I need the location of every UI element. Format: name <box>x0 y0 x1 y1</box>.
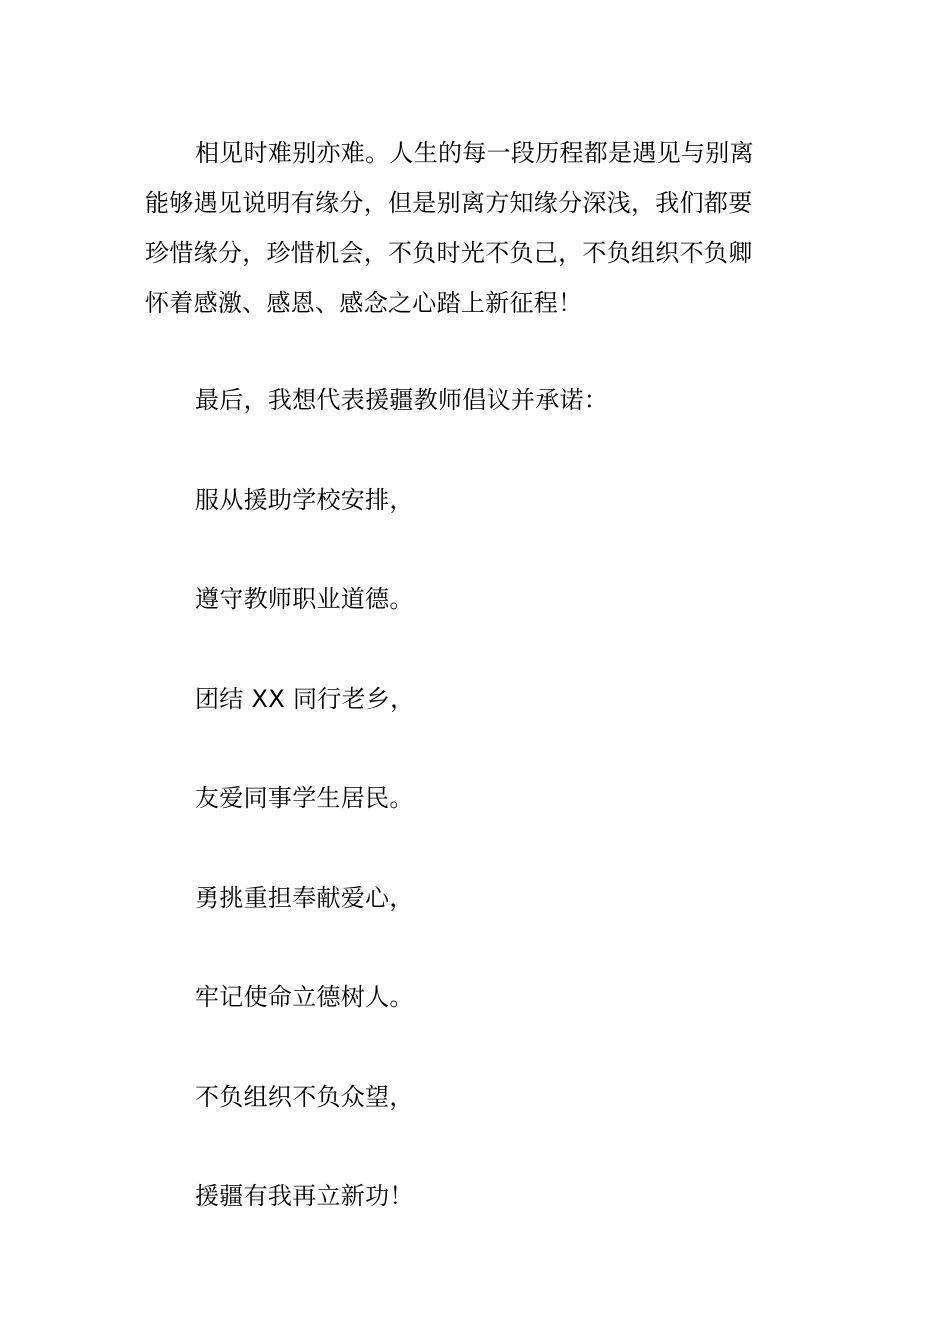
pledge-intro: 最后，我想代表援疆教师倡议并承诺： <box>195 386 609 414</box>
paragraph-line: 能够遇见说明有缘分，但是别离方知缘分深浅，我们都要 <box>145 189 753 217</box>
pledge-line: 勇挑重担奉献爱心， <box>195 884 414 912</box>
pledge-line: 友爱同事学生居民。 <box>195 784 414 812</box>
closing-paragraph <box>145 128 810 328</box>
paragraph-line: 怀着感激、感恩、感念之心踏上新征程！ <box>145 289 583 317</box>
pledge-line: 服从援助学校安排， <box>195 486 414 514</box>
pledge-line: 遵守教师职业道德。 <box>195 585 414 613</box>
pledge-line: 牢记使命立德树人。 <box>195 983 414 1011</box>
paragraph-line: 珍惜缘分，珍惜机会，不负时光不负己，不负组织不负卿 <box>145 239 753 267</box>
pledge-line: 团结 XX 同行老乡， <box>195 685 415 713</box>
pledge-line: 援疆有我再立新功！ <box>195 1182 414 1210</box>
pledge-line: 不负组织不负众望， <box>195 1083 414 1111</box>
paragraph-line: 相见时难别亦难。人生的每一段历程都是遇见与别离 <box>195 139 754 167</box>
